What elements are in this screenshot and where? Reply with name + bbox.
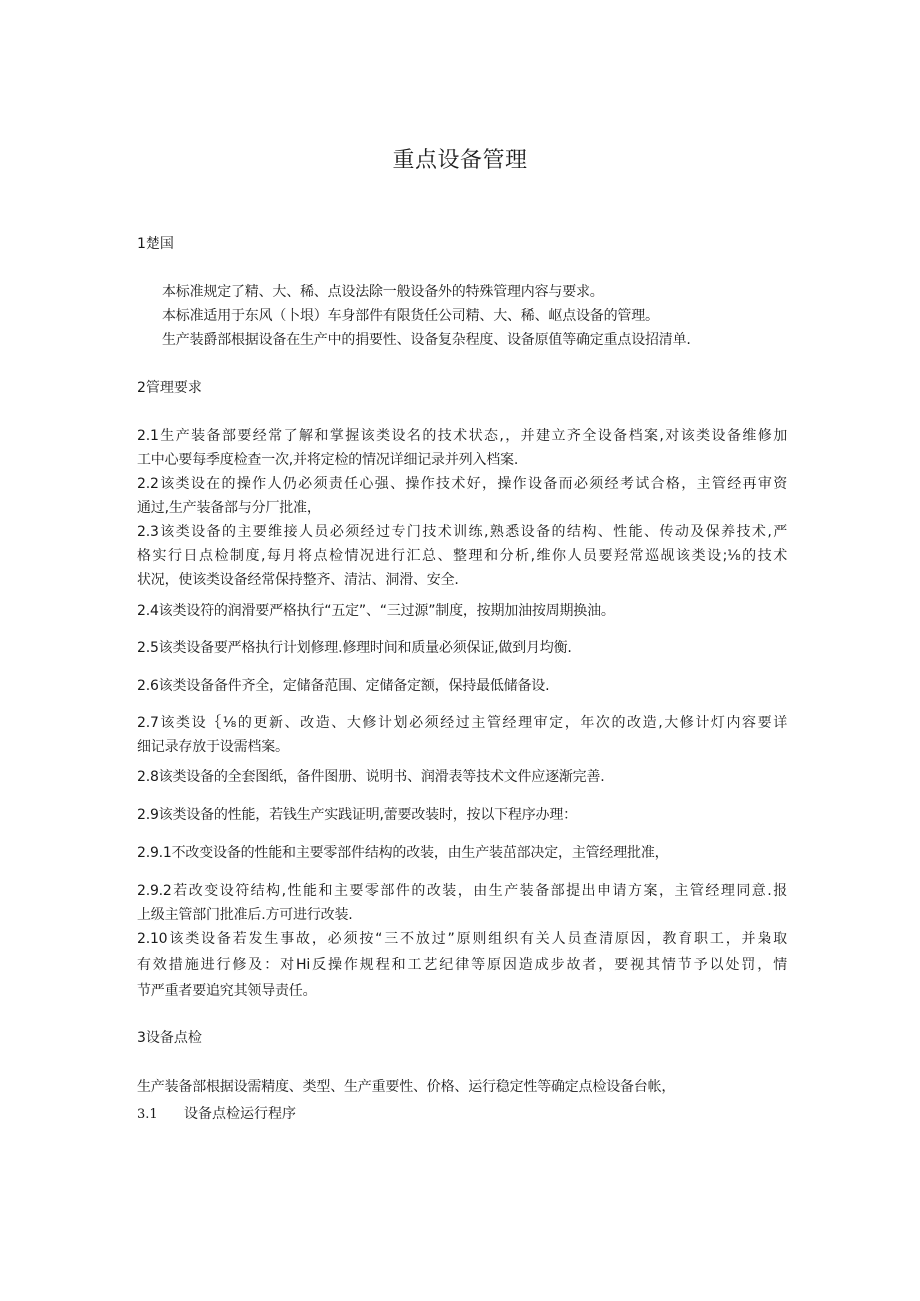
s3-1-heading (137, 1104, 296, 1125)
s3-1-title: 设备点检运行程序 (184, 1106, 296, 1122)
s1-line-2: 本标准适用于东风（卜垠）车身部件有限货任公司精、大、稀、岖点设备的管理。 (162, 308, 659, 324)
s1-line-1: 本标准规定了精、大、稀、点设法除一般设备外的特殊管理内容与要求。 (162, 284, 604, 300)
p2-9-2-line-2: 上级主管部门批准后.方可进行改装. (137, 907, 353, 923)
section-1-heading: 1楚国 (137, 236, 174, 252)
p2-9-1: 2.9.1不改变设备的性能和主要零部件结构的改装，由生产装茁部决定，主管经理批准， (137, 845, 669, 861)
p2-8: 2.8该类设备的全套图纸，备件图册、说明书、润滑表等技术文件应逐渐完善. (137, 769, 605, 785)
section-3-heading: 3设备点检 (137, 1030, 202, 1046)
s1-line-3: 生产装爵部根据设备在生产中的捐要性、设备复杂程度、设备原值等确定重点设招清单. (162, 332, 691, 348)
p2-2-line-1: 2.2该类设在的操作人仍必须责任心强、操作技术好，操作设备而必须经考试合格，主管经再审资 (137, 476, 787, 492)
p2-3-line-1: 2.3该类设备的主要维接人员必须经过专门技术训练,熟悉设备的结构、性能、传动及保养技术,严 (137, 524, 787, 540)
section-2-heading: 2管理要求 (137, 380, 202, 396)
p2-9-2-line-1: 2.9.2若改变设符结构,性能和主要零部件的改装，由生产装备部提出申请方案，主管经理同意.报 (137, 883, 787, 899)
p2-1-line-1: 2.1生产装备部要经常了解和掌握该类设名的技术状态,，并建立齐全设备档案,对该类设备维修加 (137, 428, 787, 444)
p2-9: 2.9该类设备的性能，若钱生产实践证明,蕾要改装时，按以下程序办理： (137, 807, 577, 823)
p2-1-line-2: 工中心要每季度检查一次,并将定检的情况详细记录并列入档案. (137, 452, 519, 468)
p2-10-line-1: 2.10该类设备若发生事故，必须按“三不放过”原则组织有关人员查清原因，教育职工，并枭取 (137, 931, 787, 947)
p2-10-line-3: 节严重者要追究其领导责任。 (137, 983, 317, 999)
page-title: 重点设备管理 (392, 148, 528, 173)
p2-2-line-2: 通过,生产装备部与分厂批准， (137, 500, 321, 516)
s3-1-number: 3.1 (137, 1107, 158, 1122)
p2-10-line-2: 有效措施进行修及：对Hi反操作规程和工艺纪律等原因造成步故者，要视其情节予以处罚，情 (137, 957, 787, 973)
p2-7-line-1: 2.7该类设｛⅛的更新、改造、大修计划必须经过主管经理审定，年次的改造,大修计灯内容要详 (137, 715, 787, 731)
p2-7-line-2: 细记录存放于设需档案。 (137, 739, 289, 755)
s3-intro: 生产装备部根据设需精度、类型、生产重要性、价格、运行稳定性等确定点检设备台帐， (137, 1079, 676, 1095)
p2-6: 2.6该类设备备件齐全，定储备范围、定储备定额，保持最低储备设. (137, 678, 550, 694)
p2-3-line-3: 状况，使该类设备经常保持整齐、清沽、洞滑、安全. (137, 572, 459, 588)
p2-5: 2.5该类设备要严格执行计划修理.修理时间和质量必须保证,做到月均衡. (137, 640, 572, 656)
p2-3-line-2: 格实行日点检制度,每月将点检情况进行汇总、整理和分析,维你人员要羟常巡觇该类设;⅛的技术 (137, 548, 787, 564)
p2-4: 2.4该类设符的润滑要严格执行“五定”、“三过源”制度，按期加油按周期换油。 (137, 603, 615, 619)
